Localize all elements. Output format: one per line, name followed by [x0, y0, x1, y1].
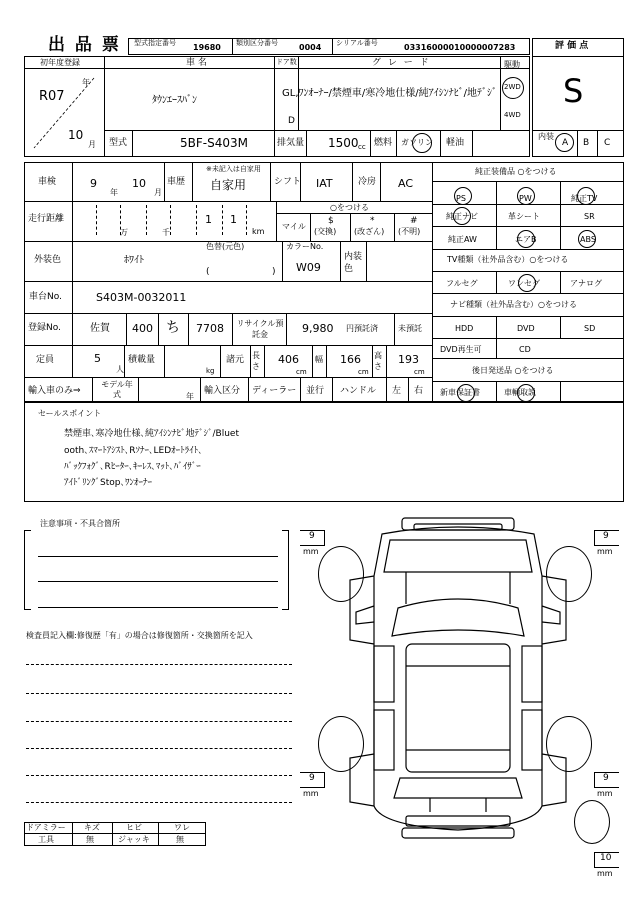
mileage-digit-1: 1	[205, 213, 212, 226]
navi-hdd: HDD	[455, 324, 474, 333]
grade-label: グ レ ー ド	[372, 58, 431, 68]
recycle-label: リサイクル預託金	[236, 319, 284, 339]
navi-sd: SD	[584, 324, 596, 333]
mileage-unknown: #	[410, 216, 418, 226]
mileage-altered: *	[370, 216, 375, 226]
sales-point-line: ﾊﾞｯｸﾌｫｸﾞ､Rﾋｰﾀｰ､ｷｰﾚｽ､ﾏｯﾄ､ﾊﾞｲｻﾞｰ	[64, 462, 201, 472]
tire-front-right	[546, 546, 592, 602]
equip-aw: 純正AW	[448, 235, 477, 244]
year-unit: 年	[82, 78, 90, 87]
unit-man: 万	[120, 228, 128, 237]
equip-pw: PW	[519, 194, 532, 203]
legend-header: ヒビ	[126, 823, 142, 832]
registration-class: 400	[132, 322, 153, 335]
color-label: 外装色	[34, 255, 62, 265]
equipment-title: 純正装備品 ○をつける	[475, 167, 557, 176]
fuel-gasoline: ガソリン	[401, 138, 433, 147]
chassis-value: S403M-0032011	[96, 291, 187, 304]
vehicle-name: ﾀｳﾝｴｰｽﾊﾞﾝ	[152, 95, 197, 106]
history-value: 自家用	[210, 178, 247, 192]
equip-airbag: エアB	[515, 235, 537, 244]
import-class-label: 輸入区分	[204, 386, 241, 396]
equip-sr: SR	[584, 212, 595, 221]
color-code: W09	[296, 261, 321, 274]
mileage-exchange: $	[328, 216, 334, 226]
handle-left: 左	[392, 386, 402, 396]
notes-title: 注意事項・不具合箇所	[40, 519, 120, 528]
legend-header: キズ	[84, 823, 100, 832]
tire-unit: mm	[597, 789, 613, 798]
color-paren-close: )	[272, 267, 276, 277]
tire-spare	[574, 800, 610, 844]
shift-label: シフト	[274, 177, 302, 187]
circle-mark	[502, 77, 524, 99]
displacement-unit: cc	[358, 143, 366, 151]
mileage-circle-note: ○をつける	[330, 203, 369, 212]
registration-label: 登録No.	[28, 323, 61, 333]
dvd-label: DVD再生可	[440, 345, 482, 354]
color-main-label: 色替(元色)	[206, 242, 245, 251]
height-value: 193	[398, 353, 419, 366]
circle-mark	[577, 187, 595, 205]
interior-grade-c: C	[604, 138, 611, 148]
length-value: 406	[278, 353, 299, 366]
width-value: 166	[340, 353, 361, 366]
page-title: 出 品 票	[48, 35, 121, 55]
inspection-month: 10	[132, 177, 146, 190]
fuel-diesel: 軽油	[446, 138, 465, 148]
interior-label: 内装	[538, 132, 554, 141]
circle-mark	[412, 133, 432, 153]
circle-mark	[555, 133, 574, 152]
color-main: ﾎﾜｲﾄ	[124, 255, 144, 266]
history-label: 車歴	[167, 177, 186, 187]
navi-dvd: DVD	[517, 324, 535, 333]
unit-sen: 千	[162, 228, 170, 237]
sales-point-line: 禁煙車､寒冷地仕様､純ｱｲｼﾝﾅﾋﾞ地ﾃﾞｼﾞ/Bluet	[64, 429, 239, 439]
interior-grade-b: B	[583, 138, 590, 148]
capacity-persons-unit: 人	[116, 365, 124, 374]
tire-rear-right	[546, 716, 592, 772]
inspection-month-unit: 月	[154, 188, 162, 197]
first-reg-year: R07	[39, 89, 65, 104]
mileage-label: 走行距離	[28, 214, 65, 224]
first-reg-label: 初年度登録	[40, 58, 80, 67]
handle-right: 右	[414, 386, 424, 396]
circle-mark	[457, 384, 475, 402]
approval-no-label: 型式指定番号	[134, 39, 176, 47]
length-label: 長さ	[252, 351, 260, 371]
displacement-label: 排気量	[277, 138, 305, 148]
inspector-title: 検査員記入欄:修復歴「有」の場合は修復箇所・交換箇所を記入	[26, 631, 253, 640]
serial-number: 03316000010000007283	[404, 43, 516, 52]
tv-fullseg: フルセグ	[446, 279, 478, 288]
model-value: 5BF-S403M	[180, 136, 248, 150]
drive-2wd: 2WD	[504, 83, 521, 91]
equip-abs: ABS	[580, 235, 596, 244]
legend-header: ワレ	[174, 823, 190, 832]
sales-points-title: セールスポイント	[38, 409, 102, 418]
tire-unit: mm	[597, 869, 613, 878]
recycle-value: 9,980	[302, 322, 334, 335]
equip-ps: PS	[456, 194, 466, 203]
import-label: 輸入車のみ⇒	[28, 386, 81, 396]
handle-label: ハンドル	[340, 386, 377, 396]
later-manual: 車輌取説	[504, 388, 536, 397]
name-label: 車 名	[186, 58, 207, 68]
dims-label: 諸元	[226, 355, 245, 365]
sales-point-line: ooth､ｽﾏｰﾄｱｼｽﾄ､Rｿﾅｰ､LEDｵｰﾄﾗｲﾄ､	[64, 446, 203, 456]
import-dealer: ディーラー	[252, 386, 297, 396]
width-unit: cm	[358, 368, 369, 376]
history-note: ※未記入は自家用	[206, 165, 261, 173]
mileage-altered-label: (改ざん)	[354, 227, 385, 236]
recycle-unpaid: 未預託	[398, 324, 422, 333]
circle-mark	[454, 187, 472, 205]
chassis-label: 車台No.	[29, 292, 62, 302]
shift-value: IAT	[316, 177, 333, 190]
circle-mark	[517, 384, 535, 402]
later-warranty: 新車保証書	[440, 388, 480, 397]
inspection-year: 9	[90, 177, 97, 190]
registration-kana: ち	[166, 320, 180, 336]
tire-front-left-depth: 9	[309, 531, 315, 541]
width-label: 幅	[315, 355, 323, 364]
mileage-unknown-label: (不明)	[398, 227, 421, 236]
first-reg-month: 10	[68, 128, 84, 142]
drive-4wd: 4WD	[504, 111, 521, 119]
later-title: 後日発送品 ○をつける	[472, 366, 554, 375]
load-unit: kg	[206, 367, 215, 375]
bracket-right	[282, 530, 289, 610]
bracket-left	[24, 530, 31, 610]
unit-km: km	[252, 227, 265, 236]
category-no: 0004	[299, 43, 322, 52]
circle-mark	[453, 207, 471, 225]
registration-number: 7708	[196, 322, 224, 335]
drive-label: 駆動	[504, 60, 520, 69]
height-unit: cm	[414, 368, 425, 376]
inspection-year-unit: 年	[110, 188, 118, 197]
tv-oneseg: ワンセグ	[508, 279, 540, 288]
tire-unit: mm	[597, 547, 613, 556]
length-unit: cm	[296, 368, 307, 376]
grade-value: GL,ﾜﾝｵｰﾅｰ/禁煙車/寒冷地仕様/純ｱｲｼﾝﾅﾋﾞ/地ﾃﾞｼﾞ	[282, 88, 497, 99]
equip-navi: 純正ナビ	[446, 212, 478, 221]
tire-unit: mm	[303, 547, 319, 556]
fuel-label: 燃料	[374, 138, 393, 148]
door-d: D	[288, 116, 295, 126]
height-label: 高さ	[374, 351, 382, 371]
displacement-value: 1500	[328, 136, 359, 150]
registration-region: 佐賀	[90, 323, 110, 334]
tire-unit: mm	[303, 789, 319, 798]
circle-mark	[517, 230, 535, 248]
approval-no: 19680	[193, 43, 221, 52]
circle-mark	[578, 230, 596, 248]
tire-front-left	[318, 546, 364, 602]
circle-mark	[518, 274, 536, 292]
circle-mark	[517, 187, 535, 205]
tv-title: TV種類（社外品含む）○をつける	[447, 255, 569, 264]
legend-header: ドアミラー	[26, 823, 66, 832]
color-paren-open: (	[206, 267, 210, 277]
doors-label: ドア数	[276, 58, 297, 66]
recycle-unit: 円預託済	[346, 324, 378, 333]
month-unit: 月	[88, 140, 96, 149]
load-label: 積載量	[128, 355, 156, 365]
model-label: 型式	[109, 138, 128, 148]
rating-label: 評 価 点	[555, 41, 589, 51]
mileage-exchange-label: (交換)	[314, 227, 337, 236]
tv-analog: アナログ	[570, 279, 602, 288]
capacity-label: 定員	[36, 355, 55, 365]
capacity-persons: 5	[94, 352, 101, 365]
interior-color-label: 内装色	[344, 252, 363, 274]
import-year-unit: 年	[186, 392, 194, 401]
jack-label: ジャッキ	[118, 835, 150, 844]
rating-value: S	[563, 72, 584, 110]
equip-leather: 革シート	[508, 212, 540, 221]
tools-label: 工具	[38, 835, 54, 844]
navi-title: ナビ種類（社外品含む）○をつける	[450, 300, 577, 309]
color-code-label: カラーNo.	[286, 242, 324, 251]
import-parallel: 並行	[306, 386, 325, 396]
tire-rear-left-depth: 9	[309, 773, 315, 783]
model-year-label: モデル年式	[101, 380, 133, 399]
tire-rear-left	[318, 716, 364, 772]
jack-value: 無	[176, 835, 184, 844]
equip-tv: 純正TV	[571, 194, 598, 203]
inspection-label: 車検	[38, 177, 57, 187]
tire-rear-right-depth: 9	[603, 773, 609, 783]
sales-point-line: ｱｲﾄﾞﾘﾝｸﾞStop､ﾜﾝｵｰﾅｰ	[64, 478, 152, 488]
category-no-label: 類別区分番号	[236, 39, 278, 47]
tire-spare-depth: 10	[600, 853, 612, 863]
mile-label: マイル	[282, 222, 306, 231]
serial-label: シリアル番号	[336, 39, 378, 47]
tire-front-right-depth: 9	[603, 531, 609, 541]
tools-value: 無	[86, 835, 94, 844]
mileage-digit-2: 1	[230, 213, 237, 226]
ac-value: AC	[398, 177, 414, 190]
dvd-cd: CD	[519, 345, 531, 354]
interior-grade-a: A	[562, 138, 569, 148]
ac-label: 冷房	[358, 177, 377, 187]
